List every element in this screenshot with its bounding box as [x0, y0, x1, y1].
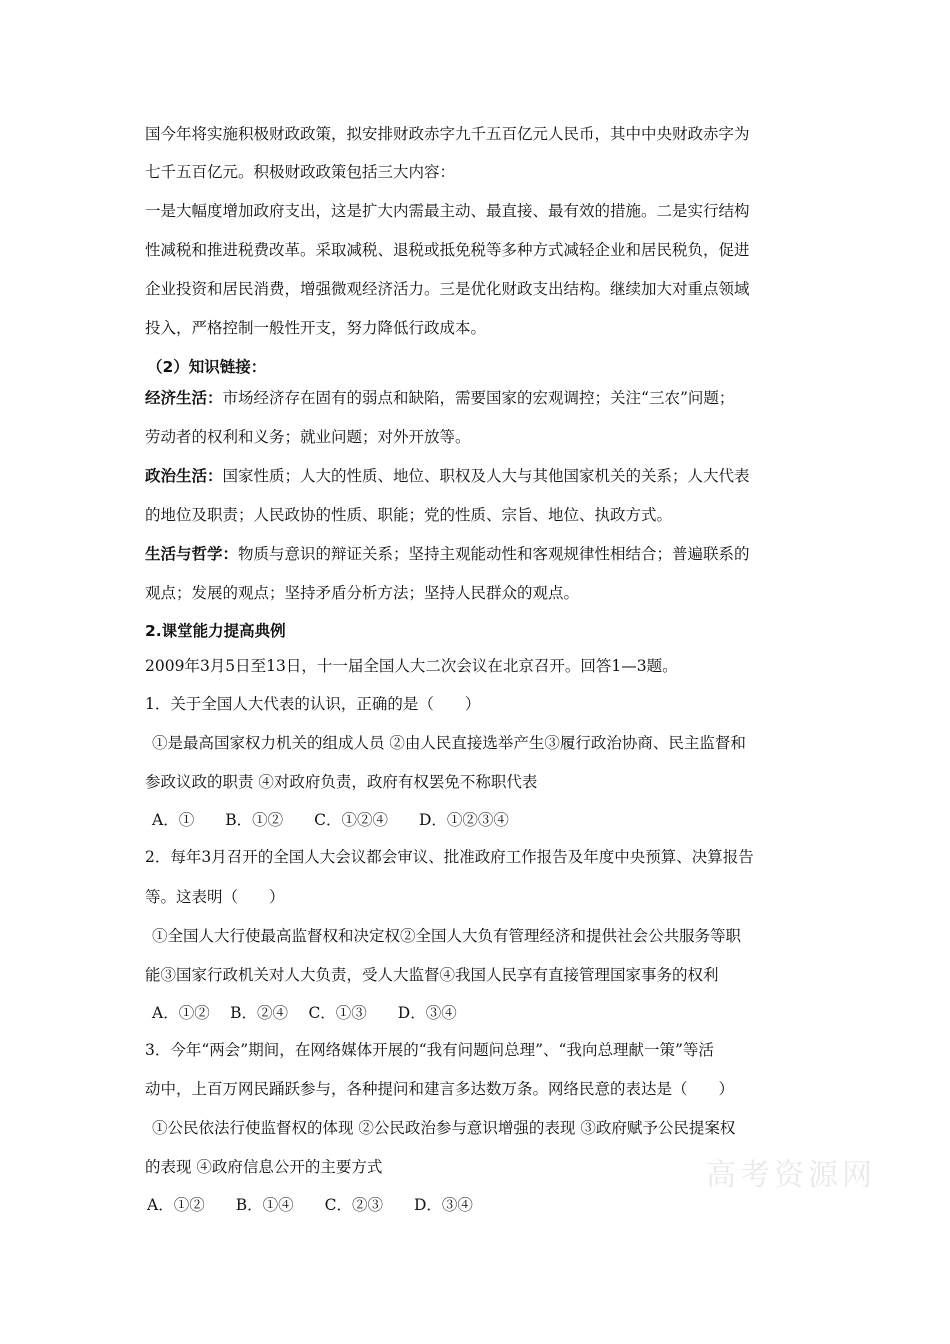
- question-2-options-line-2: 能③国家行政机关对人大负责，受人大监督④我国人民享有直接管理国家事务的权利: [145, 966, 719, 984]
- econ-line-2: 劳动者的权利和义务；就业问题；对外开放等。: [145, 428, 471, 446]
- intro-line-2: 七千五百亿元。积极财政政策包括三大内容：: [145, 163, 456, 181]
- question-2-options-line-1: ①全国人大行使最高监督权和决定权②全国人大负有管理经济和提供社会公共服务等职: [152, 927, 742, 945]
- phil-label: 生活与哲学：: [145, 545, 239, 563]
- watermark-logo: 高考资源网: [706, 1158, 876, 1193]
- question-2-answers: A．①② B．②④ C．①③ D．③④: [152, 1004, 457, 1022]
- intro-line-1: 国今年将实施积极财政政策，拟安排财政赤字九千五百亿元人民币，其中中央财政赤字为: [145, 125, 750, 143]
- intro-line-5: 企业投资和居民消费，增强微观经济活力。三是优化财政支出结构。继续加大对重点领域: [145, 280, 750, 298]
- phil-line-2: 观点；发展的观点；坚持矛盾分析方法；坚持人民群众的观点。: [145, 584, 580, 602]
- question-3-options-line-1: ①公民依法行使监督权的体现 ②公民政治参与意识增强的表现 ③政府赋予公民提案权: [152, 1119, 736, 1137]
- intro-line-6: 投入，严格控制一般性开支，努力降低行政成本。: [145, 319, 487, 337]
- phil-line-1: [145, 544, 750, 564]
- question-2-stem-line-1: 2．每年3月召开的全国人大会议都会审议、批准政府工作报告及年度中央预算、决算报告: [145, 848, 754, 866]
- phil-text-1: 物质与意识的辩证关系；坚持主观能动性和客观规律性相结合；普遍联系的: [238, 545, 750, 563]
- section-context: 2009年3月5日至13日，十一届全国人大二次会议在北京召开。回答1—3题。: [145, 657, 678, 675]
- question-2-stem-line-2: 等。这表明（ ）: [145, 888, 285, 906]
- intro-line-4: 性减税和推进税费改革。采取减税、退税或抵免税等多种方式减轻企业和居民税负，促进: [145, 241, 750, 259]
- pol-line-1: [145, 466, 750, 486]
- section-heading: 2.课堂能力提高典例: [145, 622, 286, 640]
- knowledge-link-heading: （2）知识链接：: [147, 358, 267, 376]
- pol-line-2: 的地位及职责；人民政协的性质、职能；党的性质、宗旨、地位、执政方式。: [145, 506, 673, 524]
- pol-text-1: 国家性质；人大的性质、地位、职权及人大与其他国家机关的关系；人大代表: [222, 467, 750, 485]
- question-1-options-line-1: ①是最高国家权力机关的组成人员 ②由人民直接选举产生③履行政治协商、民主监督和: [152, 734, 746, 752]
- question-1-stem: 1．关于全国人大代表的认识，正确的是（ ）: [145, 695, 481, 713]
- pol-label: 政治生活：: [145, 467, 223, 485]
- question-1-options-line-2: 参政议政的职责 ④对政府负责，政府有权罢免不称职代表: [145, 773, 538, 791]
- question-3-options-line-2: 的表现 ④政府信息公开的主要方式: [145, 1158, 383, 1176]
- econ-label: 经济生活：: [145, 389, 223, 407]
- econ-text-1: 市场经济存在固有的弱点和缺陷，需要国家的宏观调控；关注“三农”问题；: [222, 389, 735, 407]
- question-3-answers: A．①② B．①④ C．②③ D．③④: [147, 1196, 473, 1214]
- intro-line-3: 一是大幅度增加政府支出，这是扩大内需最主动、最直接、最有效的措施。二是实行结构: [145, 202, 750, 220]
- econ-line-1: [145, 388, 734, 408]
- question-1-answers: A．① B．①② C．①②④ D．①②③④: [152, 811, 509, 829]
- question-3-stem-line-1: 3．今年“两会”期间，在网络媒体开展的“我有问题问总理”、“我向总理献一策”等活: [145, 1041, 714, 1059]
- question-3-stem-line-2: 动中，上百万网民踊跃参与，各种提问和建言多达数万条。网络民意的表达是（ ）: [145, 1080, 735, 1098]
